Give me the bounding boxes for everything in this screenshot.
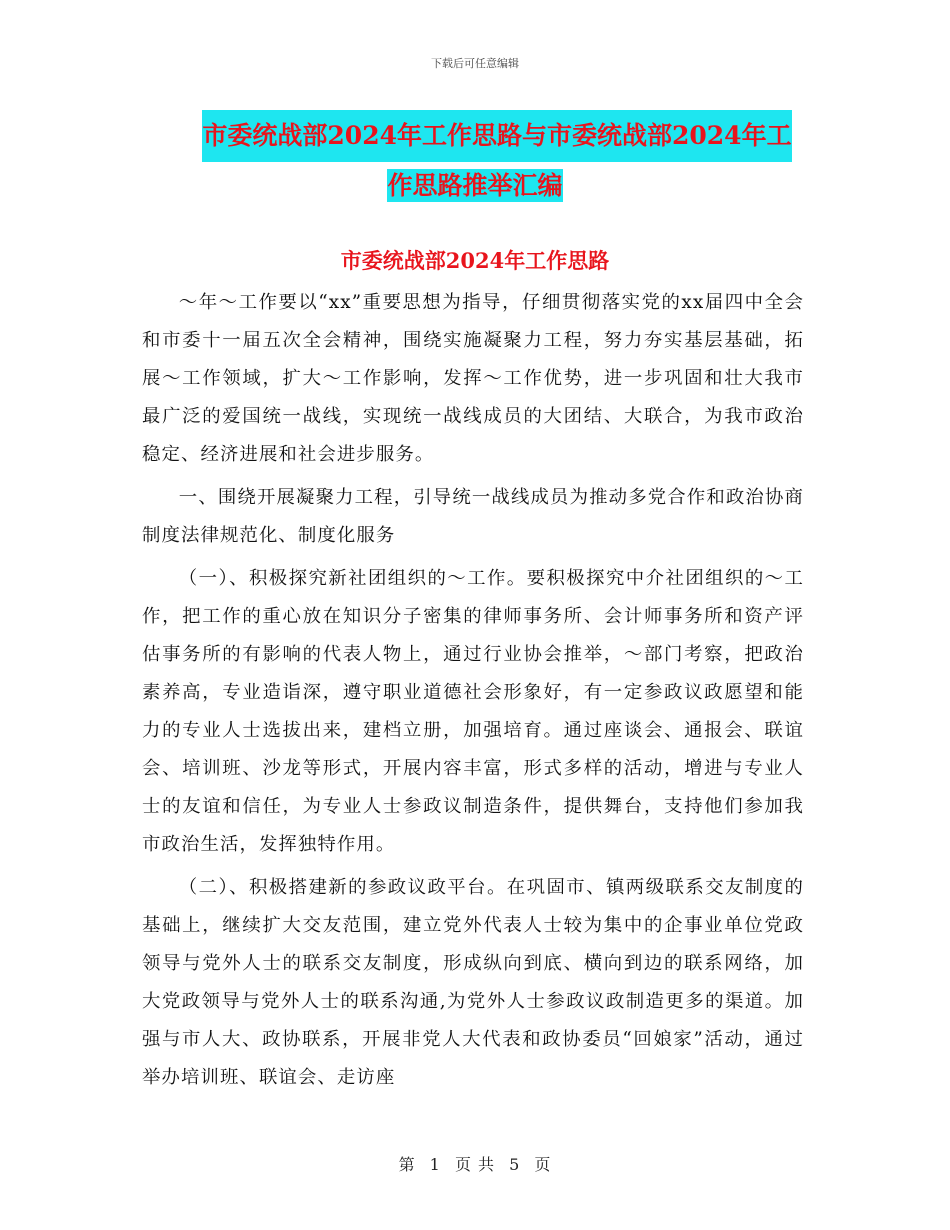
- paragraph: ～年～工作要以“xx”重要思想为指导，仔细贯彻落实党的xx届四中全会和市委十一届五次全会精神，围绕实施凝聚力工程，努力夯实基层基础，拓展～工作领域，扩大～工作影响，发挥～工作优势，进一步巩固和壮大我市最广泛的爱国统一战线，实现统一战线成员的大团结、大联合，为我市政治稳定、经济进展和社会进步服务。: [142, 292, 804, 465]
- document-title: [0, 110, 950, 210]
- footer-total-pages: 5: [509, 1155, 521, 1174]
- section-title: 市委统战部2024年工作思路: [340, 248, 610, 273]
- footer-prefix: 第: [398, 1155, 416, 1174]
- title-line-1: 市委统战部2024年工作思路与市委统战部2024年工: [202, 110, 791, 162]
- footer-suffix: 页: [534, 1155, 552, 1174]
- page-footer: [0, 1152, 950, 1175]
- footer-page-number: 1: [429, 1155, 441, 1174]
- header-note: 下载后可任意编辑: [431, 57, 519, 70]
- title-line-2: 作思路推举汇编: [387, 171, 563, 200]
- footer-middle: 页 共: [454, 1155, 496, 1174]
- paragraph: （一）、积极探究新社团组织的～工作。要积极探究中介社团组织的～工作，把工作的重心放在知识分子密集的律师事务所、会计师事务所和资产评估事务所的有影响的代表人物上，通过行业协会推举，～部门考察，把政治素养高，专业造诣深，遵守职业道德社会形象好，有一定参政议政愿望和能力的专业人士选拔出来，建档立册，加强培育。通过座谈会、通报会、联谊会、培训班、沙龙等形式，开展内容丰富，形式多样的活动，增进与专业人士的友谊和信任，为专业人士参政议制造条件，提供舞台，支持他们参加我市政治生活，发挥独特作用。: [142, 568, 804, 855]
- body-text: [142, 284, 804, 1102]
- paragraph: 一、围绕开展凝聚力工程，引导统一战线成员为推动多党合作和政治协商制度法律规范化、制度化服务: [142, 487, 804, 546]
- paragraph: （二）、积极搭建新的参政议政平台。在巩固市、镇两级联系交友制度的基础上，继续扩大交友范围，建立党外代表人士较为集中的企事业单位党政领导与党外人士的联系交友制度，形成纵向到底、横向到边的联系网络，加大党政领导与党外人士的联系沟通,为党外人士参政议政制造更多的渠道。加强与市人大、政协联系，开展非党人大代表和政协委员“回娘家”活动，通过举办培训班、联谊会、走访座: [142, 877, 804, 1088]
